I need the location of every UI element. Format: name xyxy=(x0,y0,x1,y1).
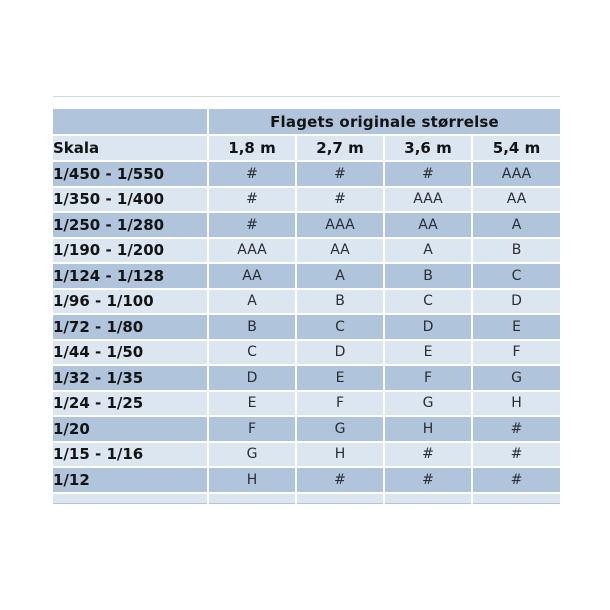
table-row xyxy=(53,289,560,315)
flag-size-class-cell: # xyxy=(208,212,296,238)
scale-range-cell: 1/44 - 1/50 xyxy=(53,340,208,366)
scale-range-cell: 1/24 - 1/25 xyxy=(53,391,208,417)
flag-size-class-cell: AAA xyxy=(208,238,296,264)
table-row xyxy=(53,187,560,213)
table-row xyxy=(53,416,560,442)
table-row xyxy=(53,238,560,264)
flag-size-class-cell: H xyxy=(472,391,560,417)
flag-size-class-cell: # xyxy=(296,161,384,187)
flag-size-class-cell: E xyxy=(208,391,296,417)
scale-range-cell: 1/20 xyxy=(53,416,208,442)
table-row xyxy=(53,263,560,289)
flag-size-class-cell: H xyxy=(384,416,472,442)
flag-size-class-cell: # xyxy=(296,467,384,493)
table-row xyxy=(53,467,560,493)
flag-size-class-cell: # xyxy=(208,187,296,213)
table-row xyxy=(53,314,560,340)
flag-size-class-cell: AA xyxy=(472,187,560,213)
flag-size-class-cell: B xyxy=(472,238,560,264)
flag-size-class-cell: C xyxy=(296,314,384,340)
column-header-3-6m: 3,6 m xyxy=(384,135,472,161)
table-title-row xyxy=(53,109,560,135)
row-header-label: Skala xyxy=(53,135,208,161)
column-header-5-4m: 5,4 m xyxy=(472,135,560,161)
flag-size-class-cell: A xyxy=(384,238,472,264)
flag-size-class-cell: G xyxy=(208,442,296,468)
flag-size-class-cell: F xyxy=(472,340,560,366)
flag-size-class-cell: A xyxy=(296,263,384,289)
table-body xyxy=(53,161,560,504)
flag-size-class-cell: # xyxy=(472,442,560,468)
flag-size-class-cell: E xyxy=(384,340,472,366)
table-bottom-strip xyxy=(53,493,560,504)
column-header-1-8m: 1,8 m xyxy=(208,135,296,161)
flag-size-class-cell: # xyxy=(208,161,296,187)
corner-cell xyxy=(53,109,208,135)
flag-size-class-cell: H xyxy=(208,467,296,493)
table-row xyxy=(53,442,560,468)
scale-range-cell: 1/32 - 1/35 xyxy=(53,365,208,391)
flag-size-class-cell: B xyxy=(384,263,472,289)
scale-range-cell: 1/12 xyxy=(53,467,208,493)
flag-size-class-cell: AA xyxy=(208,263,296,289)
column-header-2-7m: 2,7 m xyxy=(296,135,384,161)
flag-size-class-cell: AAA xyxy=(472,161,560,187)
flag-size-class-cell: A xyxy=(208,289,296,315)
flag-size-class-cell: AAA xyxy=(384,187,472,213)
flag-size-class-cell: # xyxy=(384,467,472,493)
flag-size-class-cell: # xyxy=(472,416,560,442)
flag-size-class-cell: AA xyxy=(296,238,384,264)
flag-size-class-cell: F xyxy=(208,416,296,442)
flag-size-class-cell: G xyxy=(472,365,560,391)
scale-range-cell: 1/190 - 1/200 xyxy=(53,238,208,264)
flag-scale-table xyxy=(53,109,560,504)
flag-size-class-cell: D xyxy=(296,340,384,366)
table-top-rule xyxy=(53,96,560,97)
column-header-row xyxy=(53,135,560,161)
scale-range-cell: 1/250 - 1/280 xyxy=(53,212,208,238)
flag-size-class-cell: G xyxy=(384,391,472,417)
flag-size-class-cell: E xyxy=(472,314,560,340)
flag-size-class-cell: F xyxy=(296,391,384,417)
scale-range-cell: 1/450 - 1/550 xyxy=(53,161,208,187)
flag-size-class-cell: A xyxy=(472,212,560,238)
flag-size-class-cell: C xyxy=(208,340,296,366)
table-row xyxy=(53,391,560,417)
table-row xyxy=(53,340,560,366)
scale-range-cell: 1/72 - 1/80 xyxy=(53,314,208,340)
flag-size-class-cell: D xyxy=(384,314,472,340)
empty-strip-cell xyxy=(384,493,472,504)
flag-size-class-cell: C xyxy=(472,263,560,289)
table-row xyxy=(53,161,560,187)
table-title: Flagets originale størrelse xyxy=(208,109,560,135)
scale-range-cell: 1/124 - 1/128 xyxy=(53,263,208,289)
flag-size-class-cell: # xyxy=(296,187,384,213)
flag-size-class-cell: B xyxy=(208,314,296,340)
scale-range-cell: 1/15 - 1/16 xyxy=(53,442,208,468)
table-row xyxy=(53,212,560,238)
flag-size-class-cell: E xyxy=(296,365,384,391)
flag-size-class-cell: D xyxy=(472,289,560,315)
flag-size-class-cell: # xyxy=(384,442,472,468)
flag-size-class-cell: B xyxy=(296,289,384,315)
flag-size-class-cell: F xyxy=(384,365,472,391)
scale-range-cell: 1/350 - 1/400 xyxy=(53,187,208,213)
empty-strip-cell xyxy=(53,493,208,504)
scale-range-cell: 1/96 - 1/100 xyxy=(53,289,208,315)
empty-strip-cell xyxy=(208,493,296,504)
empty-strip-cell xyxy=(296,493,384,504)
table-row xyxy=(53,365,560,391)
flag-size-class-cell: H xyxy=(296,442,384,468)
empty-strip-cell xyxy=(472,493,560,504)
flag-size-class-cell: AAA xyxy=(296,212,384,238)
flag-size-class-cell: D xyxy=(208,365,296,391)
flag-size-class-cell: # xyxy=(472,467,560,493)
flag-size-class-cell: G xyxy=(296,416,384,442)
flag-size-class-cell: C xyxy=(384,289,472,315)
flag-size-class-cell: AA xyxy=(384,212,472,238)
flag-size-class-cell: # xyxy=(384,161,472,187)
